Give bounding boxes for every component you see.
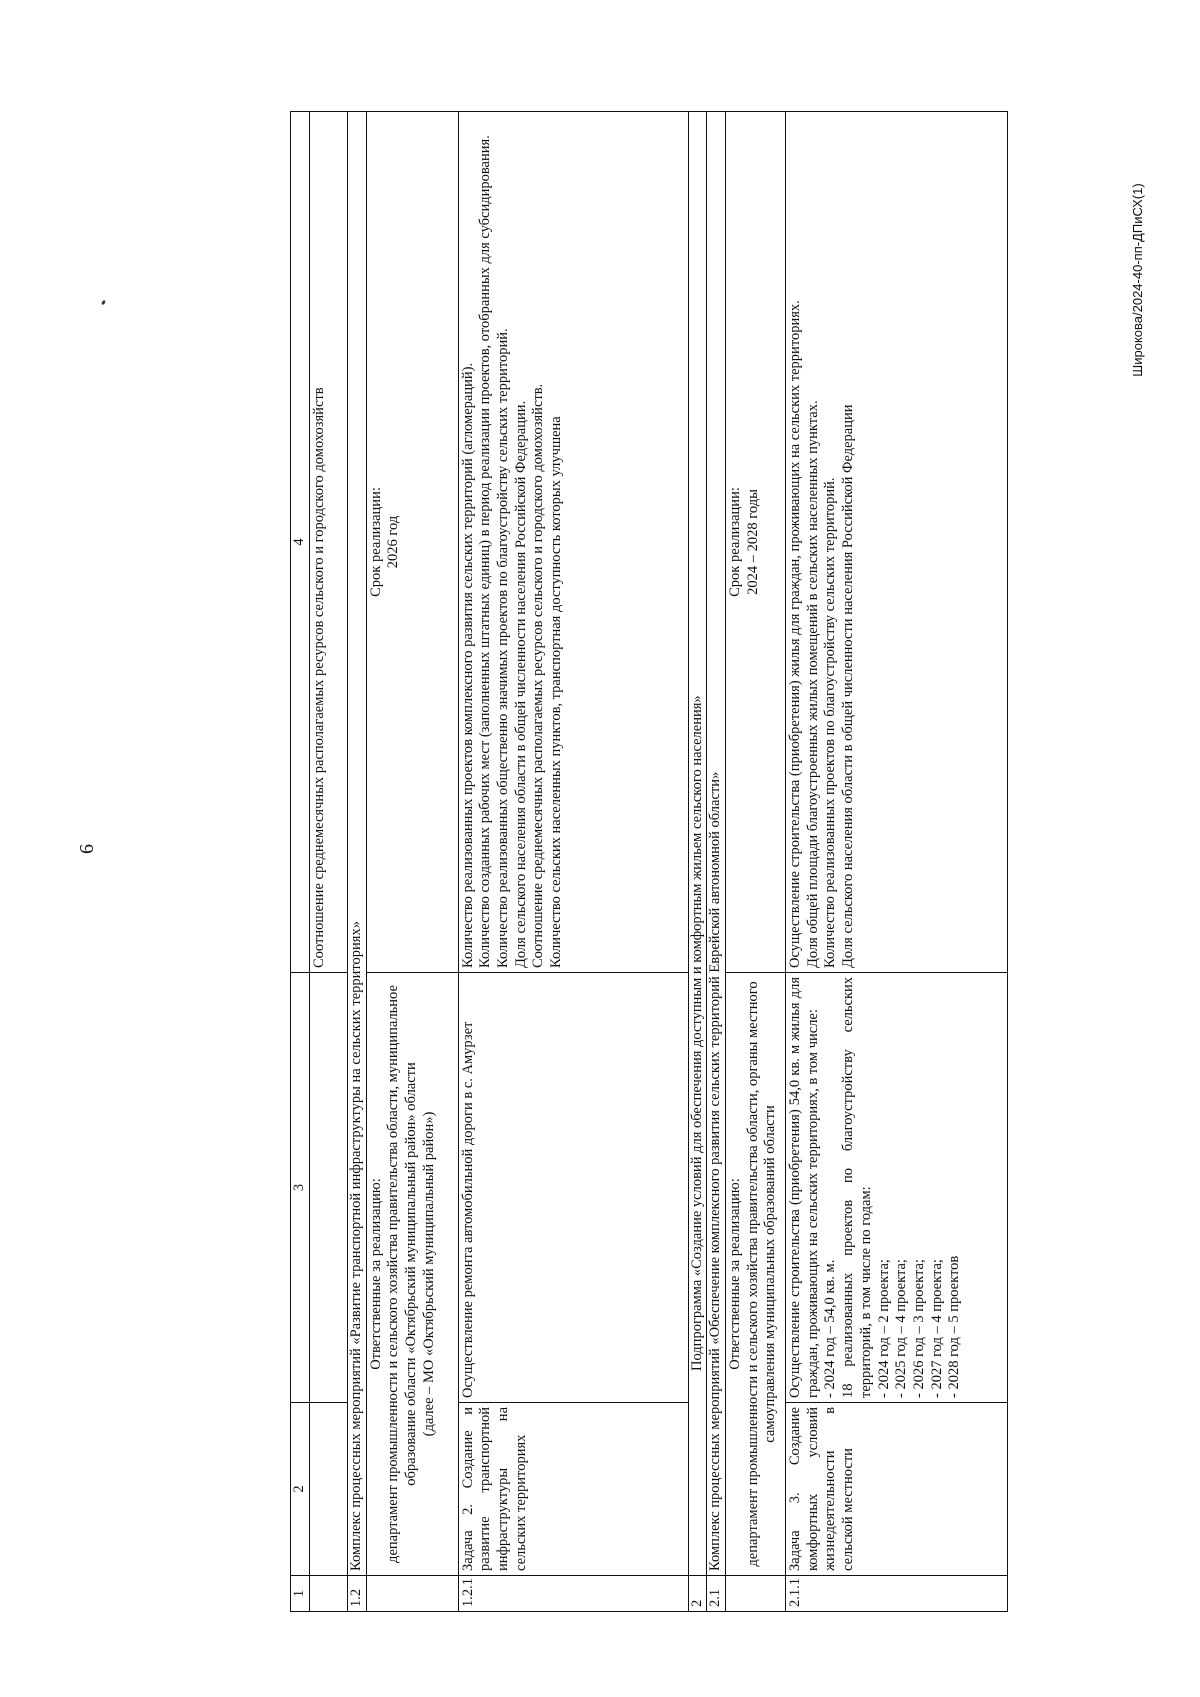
row-responsible-2 — [726, 112, 786, 1612]
task-cell: Задача 2. Создание и развитие транспортной инфраструктуры на сельских территориях — [458, 1403, 688, 1576]
header-row — [291, 112, 310, 1612]
row-2-1 — [707, 112, 726, 1612]
document-code: Широкова/2024-40-пп-ДПиСХ(1) — [1130, 183, 1145, 377]
row-responsible-1 — [366, 112, 458, 1612]
results-cell: Осуществление строительства (приобретения) жилья для граждан, проживающих на сельских территориях. Доля общей площади благоустроенных жилых помещений в сельских населенных пунктах. Количество реализованных проектов по благоустройству сельских территорий. Доля сельского населения области в общей численности населения Российской Федерации — [786, 112, 1008, 973]
continued-result: Соотношение среднемесячных располагаемых ресурсов сельского и городского домохозяйств — [310, 112, 348, 973]
subprogram-title: Подпрограмма «Создание условий для обеспечения доступным и комфортным жильем сельского населения» — [688, 112, 707, 1576]
responsible-cell: Ответственные за реализацию: департамент промышленности и сельского хозяйства правительства области, муниципальное образование области «Октябрьский муниципальный район» области (далее – МО «Октябрьский муниципальный район») — [366, 973, 458, 1576]
cell-empty — [726, 1576, 786, 1612]
row-number: 2.1 — [707, 1576, 726, 1612]
program-table — [290, 111, 1008, 1612]
row-number: 1.2.1 — [458, 1576, 688, 1612]
row-number: 2.1.1 — [786, 1576, 1008, 1612]
cell-empty — [310, 1403, 348, 1576]
term-cell: Срок реализации: 2024 – 2028 годы — [726, 112, 786, 973]
row-2 — [688, 112, 707, 1612]
cell-empty — [310, 1576, 348, 1612]
section-title: Комплекс процессных мероприятий «Развитие транспортной инфраструктуры на сельских территориях» — [348, 112, 367, 1576]
cell-empty — [310, 973, 348, 1403]
row-continuation — [310, 112, 348, 1612]
scan-speck — [101, 300, 106, 306]
row-2-1-1 — [786, 112, 1008, 1612]
row-number: 1.2 — [348, 1576, 367, 1612]
results-cell: Количество реализованных проектов комплексного развития сельских территорий (агломераций). Количество созданных рабочих мест (заполненных штатных единиц) в период реализации проектов, отобранных для субсидирования. Количество реализованных общественно значимых проектов по благоустройству сельских территорий. Доля сельского населения области в общей численности населения Российской Федерации. Соотношение среднемесячных располагаемых ресурсов сельского и городского домохозяйств. Количество сельских населенных пунктов, транспортная доступность которых улучшена — [458, 112, 688, 973]
action-cell: Осуществление ремонта автомобильной дороги в с. Амурзет — [458, 973, 688, 1403]
section-title: Комплекс процессных мероприятий «Обеспечение комплексного развития сельских территорий Еврейской автономной области» — [707, 112, 726, 1576]
row-1-2-1 — [458, 112, 688, 1612]
header-col-1: 1 — [291, 1576, 310, 1612]
task-cell: Задача 3. Создание комфортных условий жизнедеятельности в сельской местности — [786, 1403, 1008, 1576]
action-cell: Осуществление строительства (приобретения) 54,0 кв. м жилья для граждан, проживающих на сельских территориях, в том числе: - 2024 год – 54,0 кв. м. 18 реализованных проектов по благоустройству сельских территорий, в том числе по годам: - 2024 год – 2 проекта; - 2025 год – 4 проекта; - 2026 год – 3 проекта; - 2027 год – 4 проекта; - 2028 год – 5 проектов — [786, 973, 1008, 1403]
header-col-3: 3 — [291, 973, 310, 1403]
row-number: 2 — [688, 1576, 707, 1612]
row-1-2 — [348, 112, 367, 1612]
header-col-2: 2 — [291, 1403, 310, 1576]
rotated-table-wrapper — [290, 112, 1008, 1612]
header-col-4: 4 — [291, 112, 310, 973]
term-cell: Срок реализации: 2026 год — [366, 112, 458, 973]
responsible-cell: Ответственные за реализацию: департамент промышленности и сельского хозяйства правительства области, органы местного самоуправления муниципальных образований области — [726, 973, 786, 1576]
cell-empty — [366, 1576, 458, 1612]
page-number: 6 — [76, 844, 98, 854]
